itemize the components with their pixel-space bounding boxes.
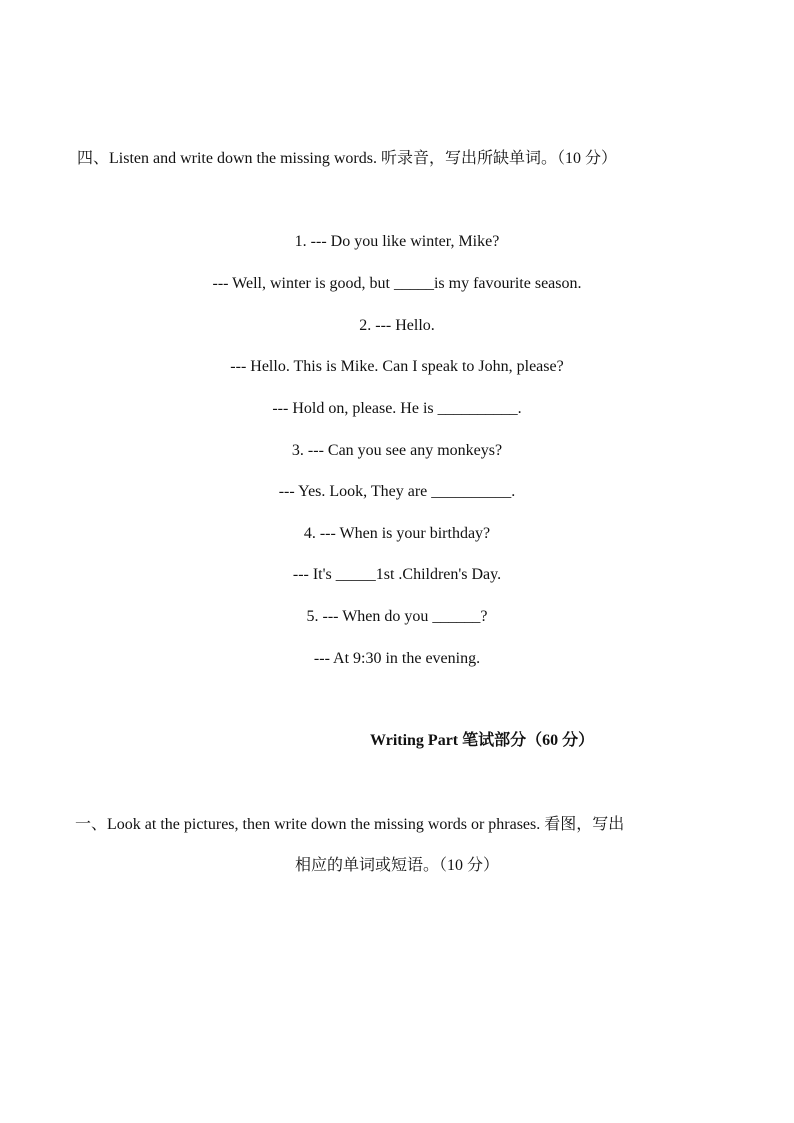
dialogue-line: 5. --- When do you ______?	[306, 608, 488, 625]
dialogue-line: --- Yes. Look, They are __________.	[278, 483, 516, 500]
section-one-heading-continued: 相应的单词或短语。（10 分）	[294, 857, 499, 874]
section-one-heading: 一、Look at the pictures, then write down the missing words or phrases. 看图，写出	[75, 816, 625, 833]
dialogue-line: --- At 9:30 in the evening.	[313, 650, 481, 667]
section-four-heading: 四、Listen and write down the missing words. 听录音，写出所缺单词。（10 分）	[77, 150, 617, 167]
dialogue-line: 2. --- Hello.	[359, 317, 435, 334]
dialogue-line: 3. --- Can you see any monkeys?	[291, 442, 503, 459]
dialogue-line: 1. --- Do you like winter, Mike?	[294, 233, 500, 250]
dialogue-line: --- It's _____1st .Children's Day.	[292, 566, 502, 583]
dialogue-line: --- Well, winter is good, but _____is my favourite season.	[212, 275, 582, 292]
dialogue-line: --- Hello. This is Mike. Can I speak to John, please?	[230, 358, 564, 375]
dialogue-line: --- Hold on, please. He is __________.	[272, 400, 522, 417]
dialogue-line: 4. --- When is your birthday?	[303, 525, 491, 542]
writing-part-title: Writing Part 笔试部分（60 分）	[370, 732, 595, 749]
